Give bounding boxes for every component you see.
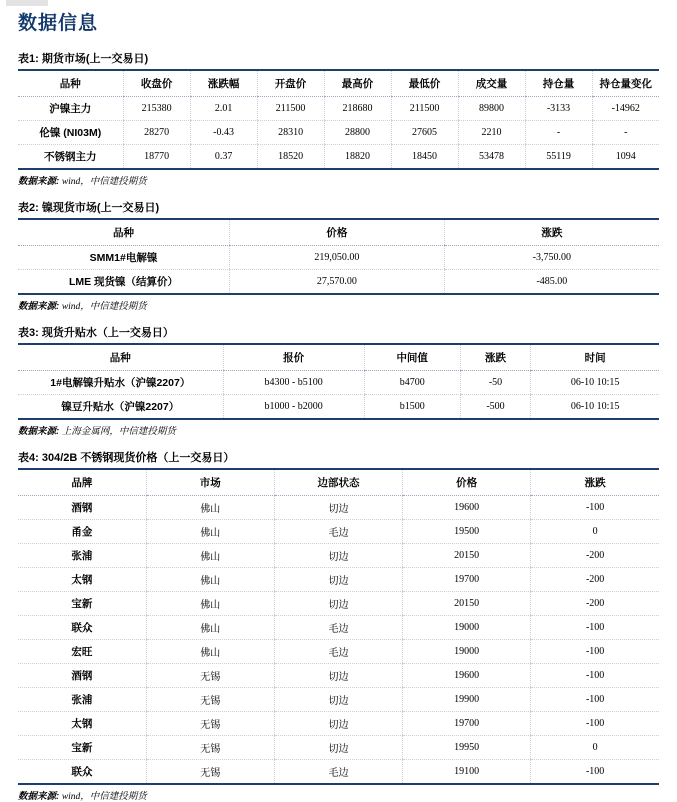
source-value: wind，中信建投期货 [61,301,147,312]
cell-volume: 2210 [458,120,525,144]
cell-edge-state: 切边 [274,543,402,567]
cell-edge-state: 切边 [274,735,402,759]
cell-brand: 酒钢 [18,663,146,687]
column-header-open-interest: 持仓量 [525,70,592,97]
cell-quote: b1000 - b2000 [223,394,364,419]
cell-change: -3,750.00 [444,245,659,269]
table-4-body [18,495,659,784]
table-row [18,144,659,169]
table-4-caption: 表4: 304/2B 不锈钢现货价格（上一交易日） [18,451,235,464]
cell-change: -200 [531,543,659,567]
column-header-oi-change: 持仓量变化 [592,70,659,97]
source-label: 数据来源: [18,790,60,802]
spot-premium-discount-table [18,343,659,420]
cell-price: 19600 [403,495,531,519]
cell-change: 0.37 [190,144,257,169]
cell-market: 无锡 [146,759,274,784]
cell-brand: 张浦 [18,687,146,711]
table-3-head [18,344,659,371]
column-header-variety: 品种 [18,344,223,371]
cell-price: 19000 [403,615,531,639]
cell-market: 无锡 [146,687,274,711]
table-header-row [18,469,659,496]
cell-brand: 甬金 [18,519,146,543]
cell-change: 2.01 [190,96,257,120]
column-header-open-price: 开盘价 [257,70,324,97]
column-header-price: 价格 [230,219,445,246]
cell-change: -100 [531,759,659,784]
cell-midpoint: b4700 [364,370,460,394]
cell-oi: -3133 [525,96,592,120]
cell-edge-state: 毛边 [274,759,402,784]
cell-change: -100 [531,663,659,687]
cell-oi: - [525,120,592,144]
table-row [18,269,659,294]
cell-time: 06-10 10:15 [531,394,659,419]
cell-open: 211500 [257,96,324,120]
source-value: wind，中信建投期货 [61,176,147,187]
cell-change: -100 [531,615,659,639]
cell-change: -100 [531,639,659,663]
cell-price: 19600 [403,663,531,687]
cell-market: 无锡 [146,735,274,759]
cell-edge-state: 毛边 [274,615,402,639]
cell-high: 18820 [324,144,391,169]
cell-variety: SMM1#电解镍 [18,245,230,269]
cell-brand: 宏旺 [18,639,146,663]
nickel-spot-market-table [18,218,659,295]
cell-variety: 沪镍主力 [18,96,123,120]
column-header-change: 涨跌 [444,219,659,246]
column-header-time: 时间 [531,344,659,371]
cell-brand: 酒钢 [18,495,146,519]
source-label: 数据来源: [18,300,60,312]
cell-quote: b4300 - b5100 [223,370,364,394]
cell-change: 0 [531,519,659,543]
cell-low: 18450 [391,144,458,169]
table-1-caption: 表1: 期货市场(上一交易日) [18,52,149,65]
column-header-change-pct: 涨跌幅 [190,70,257,97]
table-row [18,759,659,784]
cell-variety: 不锈钢主力 [18,144,123,169]
cell-open: 28310 [257,120,324,144]
column-header-change: 涨跌 [531,469,659,496]
table-header-row [18,70,659,97]
cell-oi-change: -14962 [592,96,659,120]
cell-edge-state: 切边 [274,567,402,591]
column-header-market: 市场 [146,469,274,496]
cell-price: 20150 [403,543,531,567]
stainless-steel-spot-price-table [18,468,659,785]
cell-variety: 镍豆升贴水（沪镍2207） [18,394,223,419]
cell-variety: 伦镍 (NI03M) [18,120,123,144]
cell-variety: LME 现货镍（结算价） [18,269,230,294]
table-row [18,495,659,519]
cell-price: 20150 [403,591,531,615]
table-3-source-note [18,423,659,437]
table-1-body [18,96,659,169]
table-row [18,543,659,567]
cell-midpoint: b1500 [364,394,460,419]
table-row [18,711,659,735]
cell-volume: 53478 [458,144,525,169]
cell-market: 佛山 [146,495,274,519]
cell-brand: 宝新 [18,591,146,615]
cell-brand: 联众 [18,615,146,639]
table-2-source-note [18,298,659,312]
source-value: 上海金属网，中信建投期货 [61,426,176,437]
cell-open: 18520 [257,144,324,169]
cell-oi-change: 1094 [592,144,659,169]
cell-change: -485.00 [444,269,659,294]
cell-change: -100 [531,687,659,711]
cell-brand: 太钢 [18,567,146,591]
table-row [18,245,659,269]
cell-close: 215380 [123,96,190,120]
futures-market-table [18,69,659,170]
cell-market: 佛山 [146,567,274,591]
cell-edge-state: 切边 [274,591,402,615]
cell-market: 佛山 [146,519,274,543]
table-row [18,735,659,759]
table-row [18,394,659,419]
cell-variety: 1#电解镍升贴水（沪镍2207） [18,370,223,394]
cell-oi: 55119 [525,144,592,169]
cell-edge-state: 毛边 [274,639,402,663]
cell-market: 无锡 [146,663,274,687]
cell-change: 0 [531,735,659,759]
cell-edge-state: 切边 [274,495,402,519]
table-2-caption: 表2: 镍现货市场(上一交易日) [18,201,160,214]
column-header-variety: 品种 [18,219,230,246]
cell-brand: 张浦 [18,543,146,567]
column-header-price: 价格 [403,469,531,496]
table-4-source-note [18,788,659,802]
table-row [18,96,659,120]
cell-time: 06-10 10:15 [531,370,659,394]
cell-price: 19500 [403,519,531,543]
table-1-head [18,70,659,97]
cell-change: -100 [531,495,659,519]
column-header-low-price: 最低价 [391,70,458,97]
cell-market: 无锡 [146,711,274,735]
table-row [18,663,659,687]
table-header-row [18,344,659,371]
column-header-quote: 报价 [223,344,364,371]
cell-high: 218680 [324,96,391,120]
top-edge-artifact [6,0,48,6]
cell-low: 211500 [391,96,458,120]
source-value: wind，中信建投期货 [61,791,147,802]
cell-market: 佛山 [146,639,274,663]
cell-close: 28270 [123,120,190,144]
cell-high: 28800 [324,120,391,144]
cell-oi-change: - [592,120,659,144]
cell-price: 19100 [403,759,531,784]
table-row [18,615,659,639]
table-2-head [18,219,659,246]
cell-change: -0.43 [190,120,257,144]
cell-brand: 太钢 [18,711,146,735]
cell-volume: 89800 [458,96,525,120]
cell-price: 19950 [403,735,531,759]
cell-change: -100 [531,711,659,735]
cell-price: 19700 [403,711,531,735]
column-header-high-price: 最高价 [324,70,391,97]
cell-edge-state: 毛边 [274,519,402,543]
cell-close: 18770 [123,144,190,169]
column-header-variety: 品种 [18,70,123,97]
table-row [18,687,659,711]
column-header-volume: 成交量 [458,70,525,97]
cell-change: -500 [460,394,531,419]
table-1-source-note [18,173,659,187]
table-row [18,370,659,394]
cell-price: 19900 [403,687,531,711]
cell-brand: 联众 [18,759,146,784]
cell-change: -200 [531,591,659,615]
cell-price: 27,570.00 [230,269,445,294]
cell-change: -200 [531,567,659,591]
column-header-brand: 品牌 [18,469,146,496]
table-row [18,639,659,663]
column-header-midpoint: 中间值 [364,344,460,371]
table-3-body [18,370,659,419]
table-3-caption: 表3: 现货升贴水（上一交易日） [18,326,174,339]
page-title: 数据信息 [18,13,99,34]
cell-market: 佛山 [146,591,274,615]
cell-price: 19700 [403,567,531,591]
source-label: 数据来源: [18,175,60,187]
table-row [18,519,659,543]
cell-price: 219,050.00 [230,245,445,269]
source-label: 数据来源: [18,425,60,437]
column-header-change: 涨跌 [460,344,531,371]
table-row [18,120,659,144]
column-header-edge-state: 边部状态 [274,469,402,496]
table-header-row [18,219,659,246]
cell-market: 佛山 [146,543,274,567]
cell-market: 佛山 [146,615,274,639]
cell-edge-state: 切边 [274,687,402,711]
table-4-head [18,469,659,496]
cell-change: -50 [460,370,531,394]
table-2-body [18,245,659,294]
cell-low: 27605 [391,120,458,144]
cell-edge-state: 切边 [274,663,402,687]
cell-edge-state: 切边 [274,711,402,735]
table-row [18,591,659,615]
cell-brand: 宝新 [18,735,146,759]
table-row [18,567,659,591]
column-header-close-price: 收盘价 [123,70,190,97]
cell-price: 19000 [403,639,531,663]
